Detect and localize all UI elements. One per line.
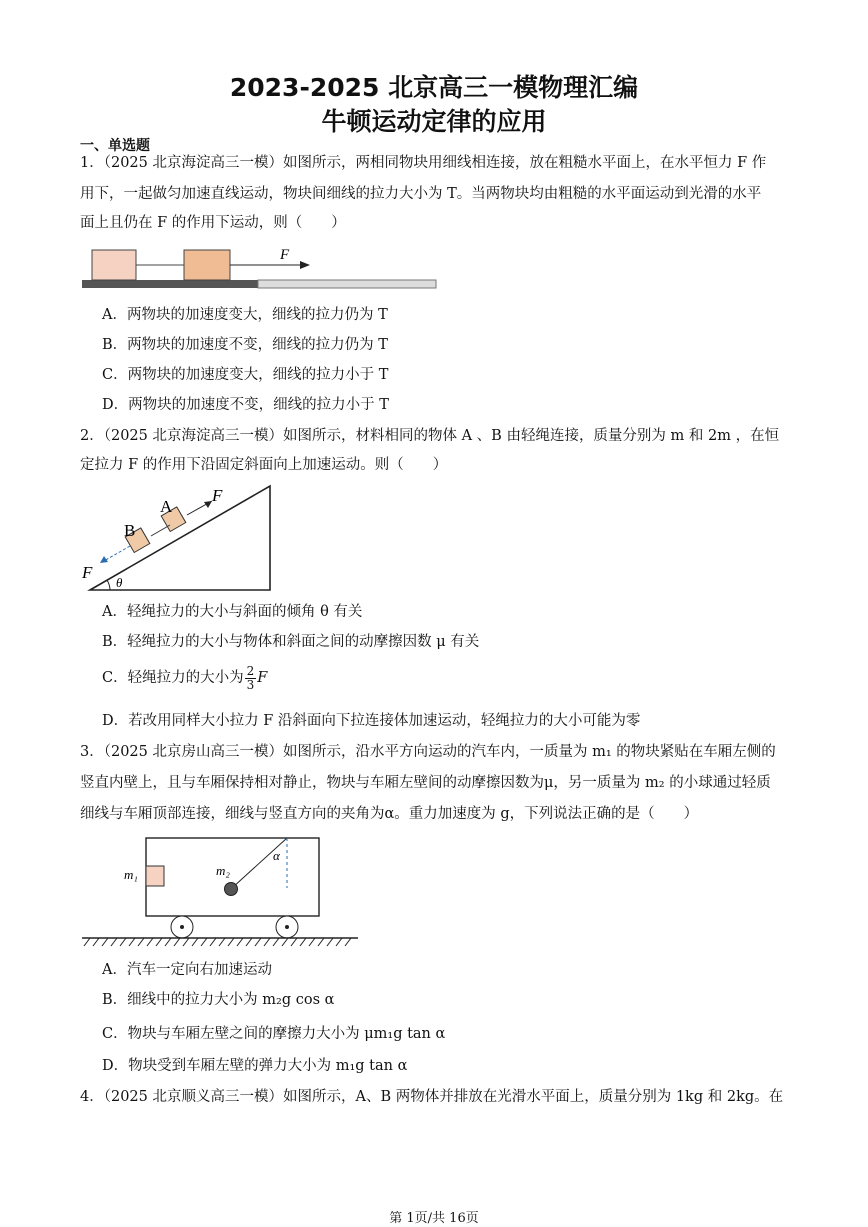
hatch-mark <box>156 938 162 946</box>
hatch-mark <box>174 938 180 946</box>
q3-stem-line-1: 3．（2025 北京房山高三一模）如图所示，沿水平方向运动的汽车内，一质量为 m₁ 的物块紧贴在车厢左侧的 <box>80 744 776 760</box>
hatch-mark <box>120 938 126 946</box>
hatch-mark <box>327 938 333 946</box>
page-subtitle: 牛顿运动定律的应用 <box>321 107 547 136</box>
hatch-mark <box>183 938 189 946</box>
force-up-label: F <box>212 486 223 505</box>
q3-stem-line-3: 细线与车厢顶部连接，细线与竖直方向的夹角为α。重力加速度为 g，下列说法正确的是（ ） <box>80 806 699 822</box>
q3-option-c: C．物块与车厢左壁之间的摩擦力大小为 μm₁g tan α <box>102 1026 446 1042</box>
hatch-mark <box>192 938 198 946</box>
m2-label: m₂ <box>216 863 230 878</box>
hatch-mark <box>147 938 153 946</box>
q1-stem-line-3: 面上且仍在 F 的作用下运动，则（ ） <box>80 215 346 231</box>
hatch-mark <box>273 938 279 946</box>
q4-stem-line-1: 4．（2025 北京顺义高三一模）如图所示，A、B 两物体并排放在光滑水平面上，质量分别为 1kg 和 2kg。在 <box>80 1089 784 1105</box>
q1-stem-line-2: 用下，一起做匀加速直线运动，物块间细线的拉力大小为 T。当两物块均由粗糙的水平面运动到光滑的水平 <box>80 186 762 202</box>
hatch-mark <box>300 938 306 946</box>
alpha-label: α <box>273 848 280 863</box>
block-left <box>92 250 136 280</box>
q3-option-a: A．汽车一定向右加速运动 <box>102 962 272 978</box>
q1-option-a: A．两物块的加速度变大，细线的拉力仍为 T <box>102 307 388 323</box>
q3-car-figure <box>80 833 370 951</box>
q2-option-c: C．轻绳拉力的大小为 $\frac{2}{3}$ F <box>102 663 268 692</box>
q2-option-a: A．轻绳拉力的大小与斜面的倾角 θ 有关 <box>102 604 363 620</box>
fraction-two-thirds: $\frac{2}{3}$ <box>246 663 255 692</box>
hatch-mark <box>138 938 144 946</box>
block-m1 <box>146 866 164 886</box>
label-a: A <box>160 497 173 516</box>
q1-stem-line-1: 1．（2025 北京海淀高三一模）如图所示，两相同物块用细线相连接，放在粗糙水平面上，在水平恒力 F 作 <box>80 155 767 171</box>
hatch-mark <box>219 938 225 946</box>
hatch-mark <box>201 938 207 946</box>
q2-option-d: D．若改用同样大小拉力 F 沿斜面向下拉连接体加速运动，轻绳拉力的大小可能为零 <box>102 713 641 729</box>
hatch-mark <box>336 938 342 946</box>
force-arrowhead <box>300 261 310 269</box>
q3-option-b: B．细线中的拉力大小为 m₂g cos α <box>102 992 335 1008</box>
thin-string <box>232 838 287 888</box>
ground-hatching <box>84 938 351 946</box>
block-right <box>184 250 230 280</box>
q3-option-d: D．物块受到车厢左壁的弹力大小为 m₁g tan α <box>102 1058 408 1074</box>
hatch-mark <box>291 938 297 946</box>
force-label: F <box>280 247 290 263</box>
rough-surface <box>82 280 258 288</box>
hatch-mark <box>237 938 243 946</box>
hatch-mark <box>111 938 117 946</box>
hatch-mark <box>84 938 90 946</box>
hatch-mark <box>210 938 216 946</box>
ball-m2 <box>225 883 238 896</box>
q1-option-d: D．两物块的加速度不变，细线的拉力小于 T <box>102 397 389 413</box>
light-rope <box>151 525 170 536</box>
q2-option-b: B．轻绳拉力的大小与物体和斜面之间的动摩擦因数 μ 有关 <box>102 634 480 650</box>
q1-option-c: C．两物块的加速度变大，细线的拉力小于 T <box>102 367 389 383</box>
theta-label: θ <box>116 575 123 590</box>
hatch-mark <box>93 938 99 946</box>
hatch-mark <box>129 938 135 946</box>
page-title: 2023-2025 北京高三一模物理汇编 <box>229 73 639 102</box>
q2-stem-line-1: 2．（2025 北京海淀高三一模）如图所示，材料相同的物体 A 、B 由轻绳连接，质量分别为 m 和 2m ，在恒 <box>80 428 780 444</box>
force-down-label: F <box>82 563 93 582</box>
q1-figure <box>80 244 440 294</box>
hatch-mark <box>228 938 234 946</box>
label-b: B <box>124 521 136 540</box>
hatch-mark <box>165 938 171 946</box>
hatch-mark <box>264 938 270 946</box>
hatch-mark <box>318 938 324 946</box>
hatch-mark <box>255 938 261 946</box>
m1-label: m₁ <box>124 867 138 882</box>
page-footer: 第 1页/共 16页 <box>389 1211 479 1226</box>
q1-option-b: B．两物块的加速度不变，细线的拉力仍为 T <box>102 337 388 353</box>
q2-stem-line-2: 定拉力 F 的作用下沿固定斜面向上加速运动。则（ ） <box>80 457 448 473</box>
hatch-mark <box>282 938 288 946</box>
q3-stem-line-2: 竖直内壁上，且与车厢保持相对静止，物块与车厢左壁间的动摩擦因数为μ，另一质量为 m₂ 的小球通过轻质 <box>80 775 771 791</box>
force-down-arrow <box>104 546 130 561</box>
section-heading: 一、单选题 <box>80 138 150 154</box>
car-body <box>146 838 319 916</box>
hatch-mark <box>246 938 252 946</box>
hatch-mark <box>309 938 315 946</box>
hatch-mark <box>102 938 108 946</box>
hatch-mark <box>345 938 351 946</box>
smooth-surface <box>258 280 436 288</box>
angle-arc <box>107 580 110 590</box>
q2-incline-figure <box>80 484 280 594</box>
